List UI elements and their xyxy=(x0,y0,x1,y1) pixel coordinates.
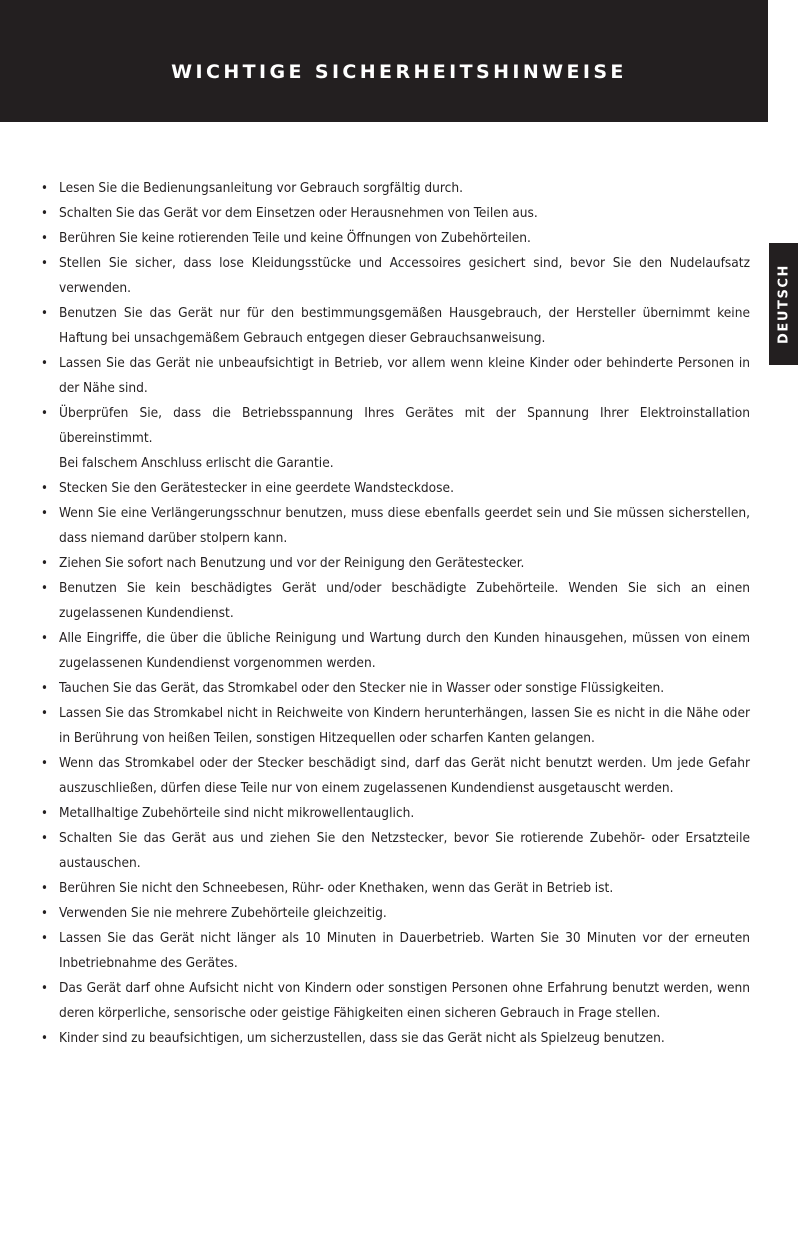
list-item xyxy=(41,401,750,476)
list-item-text: Das Gerät darf ohne Aufsicht nicht von Kindern oder sonstigen Personen ohne Erfahrung benutzt werden, wenn deren körperliche, sensorische oder geistige Fähigkeiten einen sicheren Gebrauch in Frage stellen. xyxy=(59,980,750,1021)
list-item xyxy=(41,626,750,676)
bullet-icon: • xyxy=(41,581,48,596)
list-item xyxy=(41,676,750,701)
list-item-text: Alle Eingriffe, die über die übliche Reinigung und Wartung durch den Kunden hinausgehen, müssen von einem zugelassenen Kundendienst vorgenommen werden. xyxy=(59,630,750,671)
list-item-text: Schalten Sie das Gerät vor dem Einsetzen oder Herausnehmen von Teilen aus. xyxy=(59,205,538,221)
bullet-icon: • xyxy=(41,631,48,646)
list-item-text: Benutzen Sie das Gerät nur für den bestimmungsgemäßen Hausgebrauch, der Hersteller übernimmt keine Haftung bei unsachgemäßem Gebrauch entgegen dieser Gebrauchsanweisung. xyxy=(59,305,750,346)
bullet-icon: • xyxy=(41,406,48,421)
bullet-icon: • xyxy=(41,1031,48,1046)
bullet-icon: • xyxy=(41,706,48,721)
list-item-text: Lassen Sie das Stromkabel nicht in Reichweite von Kindern herunterhängen, lassen Sie es nicht in die Nähe oder in Berührung von heißen Teilen, sonstigen Hitzequellen oder scharfen Kanten gelangen. xyxy=(59,705,750,746)
list-item-text: Stellen Sie sicher, dass lose Kleidungsstücke und Accessoires gesichert sind, bevor Sie den Nudelaufsatz verwenden. xyxy=(59,255,750,296)
list-item xyxy=(41,176,750,201)
list-item xyxy=(41,501,750,551)
list-item xyxy=(41,1026,750,1051)
list-item-text: Schalten Sie das Gerät aus und ziehen Sie den Netzstecker, bevor Sie rotierende Zubehör- oder Ersatzteile austauschen. xyxy=(59,830,750,871)
list-item-text: Lassen Sie das Gerät nie unbeaufsichtigt in Betrieb, vor allem wenn kleine Kinder oder behinderte Personen in der Nähe sind. xyxy=(59,355,750,396)
bullet-icon: • xyxy=(41,556,48,571)
list-item xyxy=(41,876,750,901)
bullet-icon: • xyxy=(41,256,48,271)
list-item-text: Kinder sind zu beaufsichtigen, um sicherzustellen, dass sie das Gerät nicht als Spielzeug benutzen. xyxy=(59,1030,665,1046)
bullet-icon: • xyxy=(41,481,48,496)
list-item xyxy=(41,576,750,626)
list-item xyxy=(41,351,750,401)
list-item-text: Tauchen Sie das Gerät, das Stromkabel oder den Stecker nie in Wasser oder sonstige Flüssigkeiten. xyxy=(59,680,665,696)
bullet-icon: • xyxy=(41,756,48,771)
bullet-icon: • xyxy=(41,231,48,246)
list-item-text: Lassen Sie das Gerät nicht länger als 10 Minuten in Dauerbetrieb. Warten Sie 30 Minuten vor der erneuten Inbetriebnahme des Gerätes. xyxy=(59,930,750,971)
list-item-text: Metallhaltige Zubehörteile sind nicht mikrowellentauglich. xyxy=(59,805,415,821)
list-item xyxy=(41,901,750,926)
bullet-icon: • xyxy=(41,356,48,371)
bullet-icon: • xyxy=(41,806,48,821)
list-item xyxy=(41,976,750,1026)
bullet-icon: • xyxy=(41,681,48,696)
list-item-text: Lesen Sie die Bedienungsanleitung vor Gebrauch sorgfältig durch. xyxy=(59,180,463,196)
page-title: WICHTIGE SICHERHEITSHINWEISE xyxy=(171,61,627,83)
list-item xyxy=(41,826,750,876)
list-item-text: Verwenden Sie nie mehrere Zubehörteile gleichzeitig. xyxy=(59,905,387,921)
bullet-icon: • xyxy=(41,881,48,896)
list-item xyxy=(41,476,750,501)
list-item xyxy=(41,926,750,976)
list-item-text: Wenn das Stromkabel oder der Stecker beschädigt sind, darf das Gerät nicht benutzt werden. Um jede Gefahr auszuschließen, dürfen diese Teile nur von einem zugelassenen Kundendienst ausgetauscht werden. xyxy=(59,755,750,796)
list-item xyxy=(41,751,750,801)
language-tab-label: DEUTSCH xyxy=(776,263,791,345)
list-item xyxy=(41,301,750,351)
bullet-icon: • xyxy=(41,906,48,921)
language-tab xyxy=(769,243,798,365)
list-item-note: Bei falschem Anschluss erlischt die Garantie. xyxy=(59,455,334,471)
list-item-text: Überprüfen Sie, dass die Betriebsspannung Ihres Gerätes mit der Spannung Ihrer Elektroinstallation übereinstimmt. xyxy=(59,405,750,446)
list-item xyxy=(41,701,750,751)
list-item-text: Wenn Sie eine Verlängerungsschnur benutzen, muss diese ebenfalls geerdet sein und Sie müssen sicherstellen, dass niemand darüber stolpern kann. xyxy=(59,505,750,546)
list-item-text: Ziehen Sie sofort nach Benutzung und vor der Reinigung den Gerätestecker. xyxy=(59,555,525,571)
list-item-text: Stecken Sie den Gerätestecker in eine geerdete Wandsteckdose. xyxy=(59,480,454,496)
list-item-text: Benutzen Sie kein beschädigtes Gerät und/oder beschädigte Zubehörteile. Wenden Sie sich an einen zugelassenen Kundendienst. xyxy=(59,580,750,621)
list-item-text: Berühren Sie keine rotierenden Teile und keine Öffnungen von Zubehörteilen. xyxy=(59,230,531,246)
safety-instructions-list xyxy=(41,176,750,1051)
list-item xyxy=(41,226,750,251)
list-item xyxy=(41,801,750,826)
bullet-icon: • xyxy=(41,206,48,221)
list-item-text: Berühren Sie nicht den Schneebesen, Rühr- oder Knethaken, wenn das Gerät in Betrieb ist. xyxy=(59,880,614,896)
list-item xyxy=(41,201,750,226)
list-item xyxy=(41,251,750,301)
bullet-icon: • xyxy=(41,506,48,521)
list-item xyxy=(41,551,750,576)
bullet-icon: • xyxy=(41,931,48,946)
bullet-icon: • xyxy=(41,981,48,996)
bullet-icon: • xyxy=(41,831,48,846)
bullet-icon: • xyxy=(41,306,48,321)
bullet-icon: • xyxy=(41,181,48,196)
